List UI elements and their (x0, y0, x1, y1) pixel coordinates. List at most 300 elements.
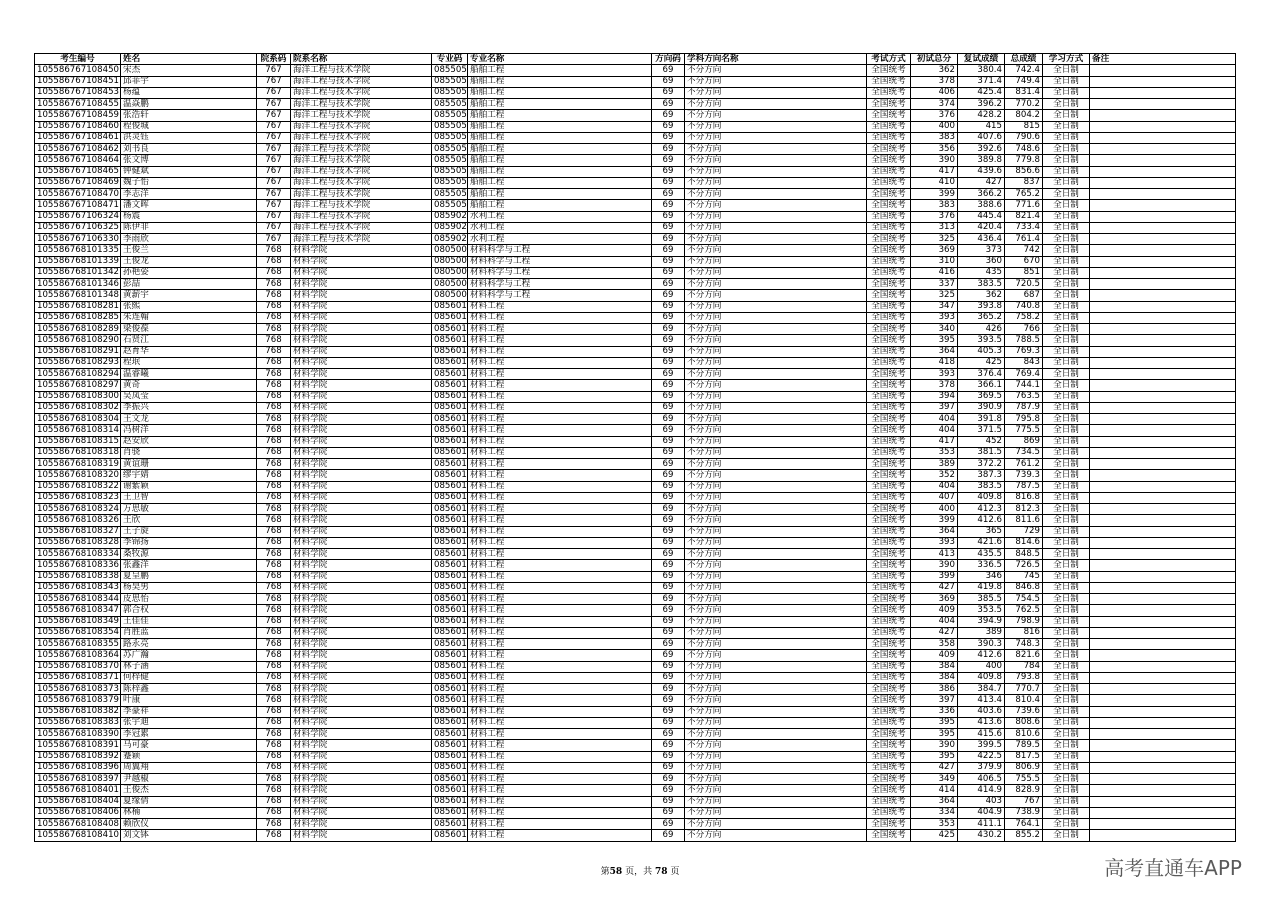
cell-study-mode: 全日制 (1043, 301, 1090, 312)
cell-major-name: 材料工程 (468, 492, 652, 503)
cell-dept-code: 768 (257, 650, 291, 661)
cell-total-score: 828.9 (1005, 785, 1043, 796)
cell-direction-code: 69 (652, 99, 685, 110)
cell-direction-code: 69 (652, 695, 685, 706)
cell-total-score: 793.8 (1005, 672, 1043, 683)
cell-study-mode: 全日制 (1043, 537, 1090, 548)
cell-dept-name: 海洋工程与技术学院 (291, 76, 432, 87)
cell-study-mode: 全日制 (1043, 661, 1090, 672)
footer-page-number: 58 (609, 867, 623, 877)
cell-total-score: 767 (1005, 796, 1043, 807)
cell-study-mode: 全日制 (1043, 211, 1090, 222)
cell-retest-score: 336.5 (958, 560, 1005, 571)
cell-dept-name: 海洋工程与技术学院 (291, 144, 432, 155)
cell-retest-score: 366.2 (958, 189, 1005, 200)
cell-exam-type: 全国统考 (867, 571, 911, 582)
cell-initial-score: 425 (911, 830, 958, 841)
cell-retest-score: 396.2 (958, 99, 1005, 110)
cell-candidate-id: 105586768108408 (35, 819, 121, 830)
cell-direction-code: 69 (652, 222, 685, 233)
cell-name: 程俊城 (121, 121, 257, 132)
cell-dept-code: 768 (257, 830, 291, 841)
cell-name: 黄奇 (121, 380, 257, 391)
cell-dept-code: 768 (257, 537, 291, 548)
cell-dept-code: 768 (257, 661, 291, 672)
table-row (35, 470, 1236, 481)
cell-retest-score: 412.6 (958, 650, 1005, 661)
table-row (35, 796, 1236, 807)
cell-dept-name: 海洋工程与技术学院 (291, 222, 432, 233)
cell-major-name: 材料工程 (468, 402, 652, 413)
cell-direction-code: 69 (652, 717, 685, 728)
cell-candidate-id: 105586768108371 (35, 672, 121, 683)
cell-major-code: 085601 (432, 639, 468, 650)
cell-remarks (1090, 571, 1236, 582)
cell-exam-type: 全国统考 (867, 76, 911, 87)
table-row (35, 582, 1236, 593)
cell-direction-name: 不分方向 (685, 402, 867, 413)
cell-direction-name: 不分方向 (685, 380, 867, 391)
cell-name: 陈梓鑫 (121, 684, 257, 695)
header-total-score: 总成绩 (1005, 54, 1043, 65)
cell-dept-code: 768 (257, 470, 291, 481)
cell-major-code: 085505 (432, 166, 468, 177)
cell-candidate-id: 105586768108318 (35, 447, 121, 458)
cell-candidate-id: 105586768101348 (35, 290, 121, 301)
cell-initial-score: 389 (911, 459, 958, 470)
cell-total-score: 748.6 (1005, 144, 1043, 155)
cell-remarks (1090, 504, 1236, 515)
cell-exam-type: 全国统考 (867, 616, 911, 627)
table-row (35, 807, 1236, 818)
cell-dept-code: 768 (257, 425, 291, 436)
cell-retest-score: 365 (958, 526, 1005, 537)
cell-direction-name: 不分方向 (685, 346, 867, 357)
cell-direction-name: 不分方向 (685, 594, 867, 605)
cell-initial-score: 325 (911, 290, 958, 301)
cell-initial-score: 406 (911, 87, 958, 98)
cell-direction-name: 不分方向 (685, 279, 867, 290)
cell-dept-code: 767 (257, 121, 291, 132)
cell-retest-score: 392.6 (958, 144, 1005, 155)
cell-dept-name: 材料学院 (291, 504, 432, 515)
cell-dept-code: 768 (257, 324, 291, 335)
cell-exam-type: 全国统考 (867, 785, 911, 796)
cell-name: 钟健斌 (121, 166, 257, 177)
cell-candidate-id: 105586768108404 (35, 796, 121, 807)
header-direction-code: 方向码 (652, 54, 685, 65)
cell-study-mode: 全日制 (1043, 549, 1090, 560)
cell-name: 王俊龙 (121, 256, 257, 267)
cell-remarks (1090, 65, 1236, 76)
cell-initial-score: 349 (911, 774, 958, 785)
table-row (35, 481, 1236, 492)
cell-total-score: 770.2 (1005, 99, 1043, 110)
cell-major-code: 085601 (432, 650, 468, 661)
table-row (35, 695, 1236, 706)
cell-candidate-id: 105586768108343 (35, 582, 121, 593)
cell-name: 张宇迪 (121, 717, 257, 728)
cell-major-code: 085601 (432, 436, 468, 447)
cell-direction-code: 69 (652, 582, 685, 593)
cell-dept-name: 海洋工程与技术学院 (291, 211, 432, 222)
cell-total-score: 764.1 (1005, 819, 1043, 830)
table-row (35, 627, 1236, 638)
cell-initial-score: 376 (911, 211, 958, 222)
cell-remarks (1090, 144, 1236, 155)
cell-dept-code: 768 (257, 436, 291, 447)
cell-direction-name: 不分方向 (685, 830, 867, 841)
cell-candidate-id: 105586768108320 (35, 470, 121, 481)
cell-retest-score: 390.9 (958, 402, 1005, 413)
cell-major-name: 材料工程 (468, 526, 652, 537)
cell-total-score: 739.3 (1005, 470, 1043, 481)
cell-total-score: 761.2 (1005, 459, 1043, 470)
cell-major-name: 材料工程 (468, 312, 652, 323)
cell-dept-code: 768 (257, 447, 291, 458)
cell-study-mode: 全日制 (1043, 256, 1090, 267)
cell-exam-type: 全国统考 (867, 582, 911, 593)
table-row (35, 751, 1236, 762)
cell-direction-code: 69 (652, 200, 685, 211)
cell-total-score: 816.8 (1005, 492, 1043, 503)
table-row (35, 515, 1236, 526)
cell-remarks (1090, 155, 1236, 166)
cell-total-score: 837 (1005, 177, 1043, 188)
cell-total-score: 729 (1005, 526, 1043, 537)
cell-dept-name: 材料学院 (291, 785, 432, 796)
cell-major-code: 085601 (432, 627, 468, 638)
cell-remarks (1090, 740, 1236, 751)
cell-direction-name: 不分方向 (685, 436, 867, 447)
cell-candidate-id: 105586768101335 (35, 245, 121, 256)
cell-name: 马可豪 (121, 740, 257, 751)
cell-initial-score: 395 (911, 335, 958, 346)
cell-candidate-id: 105586768108391 (35, 740, 121, 751)
cell-total-score: 831.4 (1005, 87, 1043, 98)
table-row (35, 99, 1236, 110)
cell-direction-name: 不分方向 (685, 774, 867, 785)
cell-remarks (1090, 549, 1236, 560)
cell-total-score: 763.5 (1005, 391, 1043, 402)
cell-study-mode: 全日制 (1043, 672, 1090, 683)
cell-dept-name: 材料学院 (291, 537, 432, 548)
cell-initial-score: 310 (911, 256, 958, 267)
cell-dept-name: 材料学院 (291, 470, 432, 481)
cell-total-score: 787.5 (1005, 481, 1043, 492)
cell-dept-name: 材料学院 (291, 819, 432, 830)
cell-exam-type: 全国统考 (867, 492, 911, 503)
cell-initial-score: 410 (911, 177, 958, 188)
cell-remarks (1090, 639, 1236, 650)
cell-direction-name: 不分方向 (685, 245, 867, 256)
cell-candidate-id: 105586768108410 (35, 830, 121, 841)
cell-direction-code: 69 (652, 447, 685, 458)
cell-initial-score: 376 (911, 110, 958, 121)
cell-study-mode: 全日制 (1043, 155, 1090, 166)
cell-major-name: 船舶工程 (468, 155, 652, 166)
cell-direction-name: 不分方向 (685, 695, 867, 706)
cell-total-score: 687 (1005, 290, 1043, 301)
cell-study-mode: 全日制 (1043, 459, 1090, 470)
cell-total-score: 789.5 (1005, 740, 1043, 751)
cell-direction-name: 不分方向 (685, 99, 867, 110)
cell-total-score: 734.5 (1005, 447, 1043, 458)
cell-retest-score: 393.8 (958, 301, 1005, 312)
cell-major-code: 085601 (432, 706, 468, 717)
cell-candidate-id: 105586768108289 (35, 324, 121, 335)
cell-major-name: 材料工程 (468, 447, 652, 458)
cell-major-code: 085601 (432, 616, 468, 627)
cell-candidate-id: 105586768108324 (35, 504, 121, 515)
table-row (35, 684, 1236, 695)
cell-direction-name: 不分方向 (685, 470, 867, 481)
cell-major-code: 085505 (432, 121, 468, 132)
cell-retest-score: 389.8 (958, 155, 1005, 166)
cell-initial-score: 334 (911, 807, 958, 818)
cell-remarks (1090, 447, 1236, 458)
cell-major-code: 080500 (432, 267, 468, 278)
cell-major-code: 085601 (432, 504, 468, 515)
cell-dept-name: 材料学院 (291, 324, 432, 335)
cell-name: 夏呈鹏 (121, 571, 257, 582)
cell-direction-code: 69 (652, 110, 685, 121)
cell-dept-name: 材料学院 (291, 661, 432, 672)
table-row (35, 222, 1236, 233)
cell-major-code: 085505 (432, 87, 468, 98)
cell-candidate-id: 105586767108459 (35, 110, 121, 121)
cell-total-score: 739.6 (1005, 706, 1043, 717)
table-row (35, 346, 1236, 357)
cell-exam-type: 全国统考 (867, 312, 911, 323)
cell-name: 路永亮 (121, 639, 257, 650)
cell-dept-code: 768 (257, 346, 291, 357)
cell-study-mode: 全日制 (1043, 605, 1090, 616)
cell-major-name: 材料工程 (468, 481, 652, 492)
cell-total-score: 814.6 (1005, 537, 1043, 548)
cell-study-mode: 全日制 (1043, 504, 1090, 515)
cell-retest-score: 387.3 (958, 470, 1005, 481)
cell-study-mode: 全日制 (1043, 447, 1090, 458)
cell-direction-code: 69 (652, 425, 685, 436)
cell-dept-code: 768 (257, 751, 291, 762)
cell-dept-name: 材料学院 (291, 762, 432, 773)
cell-direction-name: 不分方向 (685, 132, 867, 143)
cell-direction-name: 不分方向 (685, 492, 867, 503)
cell-major-name: 材料工程 (468, 661, 652, 672)
cell-retest-score: 435 (958, 267, 1005, 278)
cell-dept-name: 材料学院 (291, 301, 432, 312)
cell-candidate-id: 105586768108354 (35, 627, 121, 638)
cell-exam-type: 全国统考 (867, 436, 911, 447)
cell-dept-code: 768 (257, 549, 291, 560)
cell-total-score: 784 (1005, 661, 1043, 672)
cell-retest-score: 411.1 (958, 819, 1005, 830)
cell-direction-code: 69 (652, 751, 685, 762)
cell-major-name: 船舶工程 (468, 189, 652, 200)
cell-study-mode: 全日制 (1043, 121, 1090, 132)
cell-total-score: 733.4 (1005, 222, 1043, 233)
cell-study-mode: 全日制 (1043, 639, 1090, 650)
cell-study-mode: 全日制 (1043, 729, 1090, 740)
cell-total-score: 815 (1005, 121, 1043, 132)
cell-retest-score: 430.2 (958, 830, 1005, 841)
cell-direction-name: 不分方向 (685, 189, 867, 200)
cell-major-name: 材料工程 (468, 391, 652, 402)
cell-candidate-id: 105586768108281 (35, 301, 121, 312)
cell-direction-code: 69 (652, 459, 685, 470)
cell-candidate-id: 105586768108383 (35, 717, 121, 728)
cell-dept-code: 768 (257, 684, 291, 695)
cell-direction-name: 不分方向 (685, 504, 867, 515)
cell-direction-code: 69 (652, 380, 685, 391)
cell-exam-type: 全国统考 (867, 222, 911, 233)
cell-name: 尹越椒 (121, 774, 257, 785)
cell-remarks (1090, 76, 1236, 87)
cell-candidate-id: 105586768108397 (35, 774, 121, 785)
cell-direction-code: 69 (652, 796, 685, 807)
cell-dept-code: 768 (257, 571, 291, 582)
cell-dept-name: 材料学院 (291, 245, 432, 256)
cell-direction-name: 不分方向 (685, 234, 867, 245)
cell-major-code: 085601 (432, 684, 468, 695)
cell-study-mode: 全日制 (1043, 684, 1090, 695)
cell-name: 王卫智 (121, 492, 257, 503)
cell-direction-name: 不分方向 (685, 222, 867, 233)
cell-remarks (1090, 492, 1236, 503)
table-row (35, 76, 1236, 87)
cell-major-code: 080500 (432, 256, 468, 267)
cell-direction-code: 69 (652, 436, 685, 447)
cell-major-name: 材料工程 (468, 470, 652, 481)
cell-candidate-id: 105586768108323 (35, 492, 121, 503)
cell-major-code: 085902 (432, 234, 468, 245)
cell-direction-name: 不分方向 (685, 650, 867, 661)
cell-name: 郭合权 (121, 605, 257, 616)
cell-total-score: 749.4 (1005, 76, 1043, 87)
cell-major-code: 080500 (432, 245, 468, 256)
cell-exam-type: 全国统考 (867, 481, 911, 492)
cell-retest-score: 403.6 (958, 706, 1005, 717)
cell-study-mode: 全日制 (1043, 177, 1090, 188)
table-row (35, 526, 1236, 537)
cell-major-code: 085505 (432, 132, 468, 143)
cell-direction-code: 69 (652, 470, 685, 481)
cell-exam-type: 全国统考 (867, 796, 911, 807)
cell-direction-name: 不分方向 (685, 447, 867, 458)
cell-retest-score: 362 (958, 290, 1005, 301)
cell-candidate-id: 105586767108460 (35, 121, 121, 132)
table-row (35, 144, 1236, 155)
cell-retest-score: 452 (958, 436, 1005, 447)
cell-direction-code: 69 (652, 256, 685, 267)
cell-name: 李雨欣 (121, 234, 257, 245)
cell-major-name: 材料工程 (468, 605, 652, 616)
cell-major-name: 材料科学与工程 (468, 267, 652, 278)
cell-name: 刘文钵 (121, 830, 257, 841)
cell-direction-code: 69 (652, 605, 685, 616)
cell-total-score: 770.7 (1005, 684, 1043, 695)
cell-retest-score: 394.9 (958, 616, 1005, 627)
cell-exam-type: 全国统考 (867, 717, 911, 728)
table-row (35, 492, 1236, 503)
cell-direction-code: 69 (652, 639, 685, 650)
cell-initial-score: 395 (911, 751, 958, 762)
cell-dept-name: 材料学院 (291, 346, 432, 357)
cell-initial-score: 418 (911, 357, 958, 368)
table-row (35, 369, 1236, 380)
cell-remarks (1090, 222, 1236, 233)
cell-total-score: 808.6 (1005, 717, 1043, 728)
admission-results-table (34, 53, 1236, 842)
cell-dept-code: 768 (257, 639, 291, 650)
cell-exam-type: 全国统考 (867, 650, 911, 661)
cell-initial-score: 358 (911, 639, 958, 650)
cell-candidate-id: 105586768108344 (35, 594, 121, 605)
cell-total-score: 745 (1005, 571, 1043, 582)
cell-direction-code: 69 (652, 245, 685, 256)
cell-remarks (1090, 729, 1236, 740)
cell-major-name: 材料工程 (468, 627, 652, 638)
cell-dept-code: 767 (257, 166, 291, 177)
cell-initial-score: 427 (911, 627, 958, 638)
cell-exam-type: 全国统考 (867, 155, 911, 166)
cell-exam-type: 全国统考 (867, 470, 911, 481)
cell-remarks (1090, 459, 1236, 470)
cell-direction-name: 不分方向 (685, 369, 867, 380)
cell-total-score: 755.5 (1005, 774, 1043, 785)
cell-major-name: 材料工程 (468, 785, 652, 796)
cell-initial-score: 404 (911, 481, 958, 492)
cell-initial-score: 356 (911, 144, 958, 155)
cell-retest-score: 413.6 (958, 717, 1005, 728)
table-row (35, 560, 1236, 571)
cell-candidate-id: 105586768108300 (35, 391, 121, 402)
cell-direction-code: 69 (652, 144, 685, 155)
cell-major-code: 085601 (432, 807, 468, 818)
cell-retest-score: 425 (958, 357, 1005, 368)
cell-major-code: 085601 (432, 425, 468, 436)
cell-dept-name: 海洋工程与技术学院 (291, 110, 432, 121)
cell-initial-score: 427 (911, 762, 958, 773)
cell-total-score: 804.2 (1005, 110, 1043, 121)
cell-major-name: 材料工程 (468, 414, 652, 425)
cell-study-mode: 全日制 (1043, 99, 1090, 110)
cell-remarks (1090, 605, 1236, 616)
cell-major-name: 船舶工程 (468, 65, 652, 76)
cell-total-score: 769.4 (1005, 369, 1043, 380)
cell-study-mode: 全日制 (1043, 357, 1090, 368)
cell-major-code: 085601 (432, 481, 468, 492)
cell-retest-score: 371.5 (958, 425, 1005, 436)
cell-exam-type: 全国统考 (867, 335, 911, 346)
cell-retest-score: 415 (958, 121, 1005, 132)
cell-candidate-id: 105586767108465 (35, 166, 121, 177)
cell-major-code: 085505 (432, 177, 468, 188)
cell-dept-name: 材料学院 (291, 560, 432, 571)
cell-major-name: 船舶工程 (468, 200, 652, 211)
cell-remarks (1090, 627, 1236, 638)
cell-dept-code: 768 (257, 616, 291, 627)
cell-major-name: 材料工程 (468, 324, 652, 335)
cell-exam-type: 全国统考 (867, 357, 911, 368)
cell-dept-name: 材料学院 (291, 796, 432, 807)
cell-name: 蹇颖 (121, 751, 257, 762)
cell-candidate-id: 105586768101342 (35, 267, 121, 278)
cell-name: 张熙 (121, 301, 257, 312)
cell-dept-name: 海洋工程与技术学院 (291, 166, 432, 177)
table-row (35, 740, 1236, 751)
